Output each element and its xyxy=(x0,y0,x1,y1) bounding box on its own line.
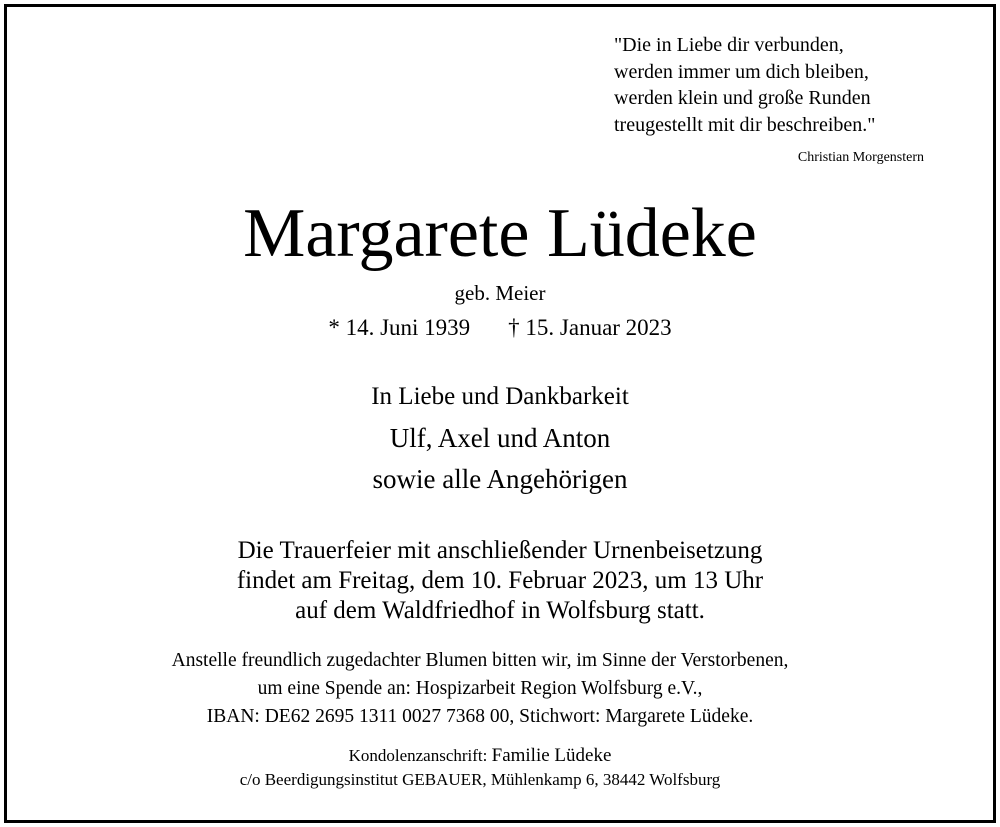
quote-author: Christian Morgenstern xyxy=(797,150,924,165)
condolence-address xyxy=(0,744,980,792)
quote-block xyxy=(614,32,875,138)
donation-line: um eine Spende an: Hospizarbeit Region Wolfsburg e.V., xyxy=(257,678,703,699)
condolence-family: Familie Lüdeke xyxy=(491,745,612,766)
ceremony-line: Die Trauerfeier mit anschließender Urnenbeisetzung xyxy=(237,537,763,564)
donation-line: IBAN: DE62 2695 1311 0027 7368 00, Stichwort: Margarete Lüdeke. xyxy=(206,706,754,727)
ceremony-line: auf dem Waldfriedhof in Wolfsburg statt. xyxy=(295,597,705,624)
quote-line: werden immer um dich bleiben, xyxy=(614,60,869,83)
donation-notice xyxy=(0,647,980,731)
quote-line: werden klein und große Runden xyxy=(614,87,871,109)
mourners-intro: In Liebe und Dankbarkeit xyxy=(371,383,629,410)
mourners-others: sowie alle Angehörigen xyxy=(372,464,628,494)
donation-line: Anstelle freundlich zugedachter Blumen bitten wir, im Sinne der Verstorbenen, xyxy=(171,650,789,671)
deceased-name: Margarete Lüdeke xyxy=(243,195,757,272)
birth-date: * 14. Juni 1939 xyxy=(328,315,471,340)
quote-line: "Die in Liebe dir verbunden, xyxy=(614,34,844,56)
ceremony-notice xyxy=(0,536,1000,626)
condolence-label: Kondolenzanschrift: xyxy=(348,746,492,765)
ceremony-line: findet am Freitag, dem 10. Februar 2023, um 13 Uhr xyxy=(236,567,764,594)
mourners-names: Ulf, Axel und Anton xyxy=(389,423,611,453)
life-dates xyxy=(0,315,1000,341)
birth-name: geb. Meier xyxy=(454,281,546,305)
quote-line: treugestellt mit dir beschreiben." xyxy=(614,113,876,136)
condolence-street: c/o Beerdigungsinstitut GEBAUER, Mühlenkamp 6, 38442 Wolfsburg xyxy=(239,770,721,789)
death-date: † 15. Januar 2023 xyxy=(508,315,672,340)
